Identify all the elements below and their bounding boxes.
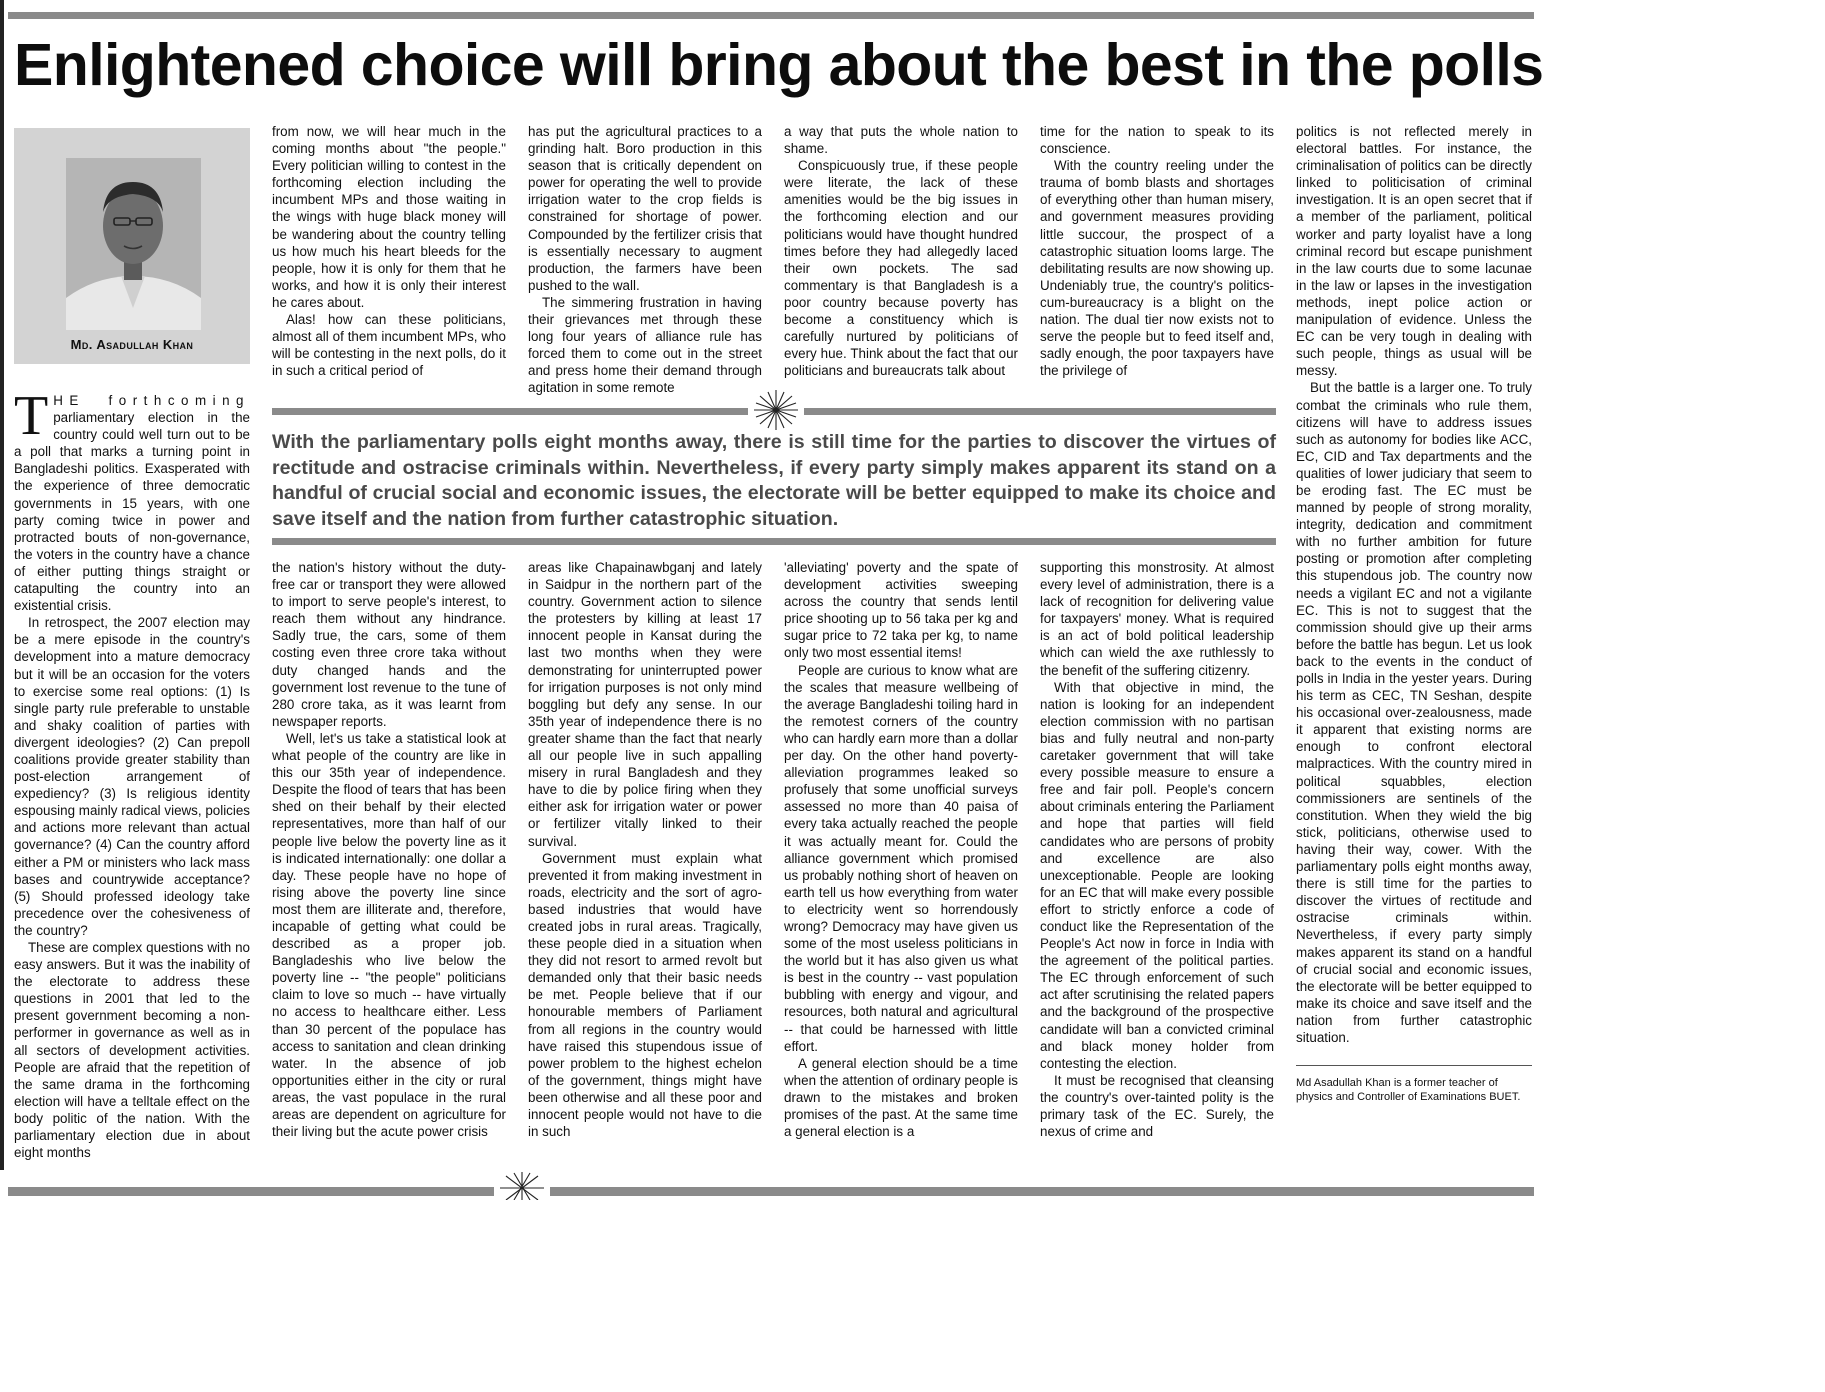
column-5-top-paragraph-1: time for the nation to speak to its conscience. — [1040, 124, 1274, 157]
column-1-paragraph-1 — [14, 392, 250, 614]
column-5-bottom-paragraph-1: supporting this monstrosity. At almost every level of administration, there is a lack of recognition for delivering value for taxpayers' money. What is required is an act of bold political leadership which can wield the axe ruthlessly to the benefit of the suffering citizenry. — [1040, 560, 1274, 678]
bottom-starburst-icon — [494, 1172, 550, 1200]
column-1-lead-text: parliamentary election in the country could well turn out to be a poll that marks a turning point in Bangladeshi politics. Exasperated with the experience of three democratic governments in 15 years, with one party coming twice in power and protracted bouts of non-governance, the voters in the country have a chance of either putting things straight or catapulting the country into an existential crisis. — [14, 410, 250, 614]
drop-cap: T — [14, 392, 49, 447]
column-5-bottom — [1040, 559, 1274, 1172]
column-5-bottom-paragraph-3: It must be recognised that cleansing the country's over-tainted polity is the primary task of the EC. Surely, the nexus of crime and — [1040, 1072, 1274, 1140]
left-margin-bar — [0, 0, 4, 1170]
column-3-top-paragraph-2: The simmering frustration in having their grievances met through these long four years of alliance rule has forced them to come out in the street and press home their demand through agitation in some remote — [528, 294, 762, 396]
column-3-bottom-paragraph-2: Government must explain what prevented it from making investment in roads, electricity and the sort of agro-based industries that would have created jobs in rural areas. Tragically, these people died in a situation when they did not resort to armed revolt but demanded only that their basic needs be met. People believe that if our honourable members of Parliament from all regions in the country would have raised this stupendous issue of power problem to the highest echelon of the government, things might have been otherwise and all these poor and innocent people would not have to die in such — [528, 850, 762, 1140]
bottom-rule — [8, 1187, 1534, 1196]
author-photo — [66, 158, 201, 330]
column-5-top-paragraph-2: With the country reeling under the trauma of bomb blasts and shortages of everything other than human misery, and government measures providing little succour, the prospect of a catastrophic situation looms large. The debilitating results are now showing up. Undeniably true, the country's politics-cum-bureaucracy is a blight on the nation. The dual tier now exists not to serve the people but to feed itself and, sadly enough, the poor taxpayers have the privilege of — [1040, 158, 1274, 379]
pull-quote: With the parliamentary polls eight months away, there is still time for the parties to discover the virtues of rectitude and ostracise criminals within. Nevertheless, if every party simply makes apparent its stand on a handful of crucial social and economic issues, the electorate will be better equipped to make its choice and save itself and the nation from further catastrophic situation. — [272, 431, 1276, 530]
column-2-bottom-paragraph-2: Well, let's us take a statistical look at what people of the country are like in this our 35th year of independence. Despite the flood of tears that has been shed on their behalf by their elected representatives, more than half of our people live below the poverty line as it is indicated internationally: one dollar a day. These people have no hope of rising above the poverty line since most them are illiterate and, therefore, incapable of getting what could be described as a proper job. Bangladeshis who live below the poverty line -- "the people" politicians claim to love so much -- have virtually no access to healthcare either. Less than 30 percent of the populace has access to sanitation and clean drinking water. In the absence of job opportunities either in the city or rural areas, the vast populace in the rural areas are dependent on agriculture for their living but the acute power crisis — [272, 730, 506, 1140]
column-1-paragraph-2: In retrospect, the 2007 election may be a mere episode in the country's development into a mature democracy but it will be an occasion for the voters to exercise some real options: (1) Is single party rule preferable to unstable and shaky coalition of parties with divergent ideologies? (2) Can prepoll coalitions provide greater stability than post-election arrangement of expediency? (3) Is religious identity espousing mainly radical views, policies and actions more relevant than actual governance? (4) Can the country afford either a PM or ministers who lack mass bases and countrywide acceptance? (5) Should professed ideology take precedence over the cohesiveness of the country? — [14, 615, 250, 938]
column-6 — [1296, 123, 1532, 1061]
column-2-top-paragraph-1: from now, we will hear much in the coming months about "the people." Every politician willing to contest in the forthcoming election including the incumbent MPs and those waiting in the wings with huge black money will be wandering about the country telling us how much his heart bleeds for the people, how it is only for them that he works, and how it is only their interest he cares about. — [272, 124, 506, 310]
byline: Md. Asadullah Khan — [70, 337, 194, 352]
column-6-paragraph-1: politics is not reflected merely in electoral battles. For instance, the criminalisation of politics can be directly linked to politicisation of criminal investigation. It is an open secret that if a member of the parliament, political worker and party loyalist have a long criminal record but escape punishment in the law courts due to some lacunae in the law or lapses in the investigation methods, inept police action or manipulation of evidence. Unless the EC can be very tough in dealing with such people, things as usual will be messy. — [1296, 124, 1532, 379]
column-3-top — [528, 123, 762, 396]
column-4-top-paragraph-2: Conspicuously true, if these people were literate, the lack of these amenities would be the big issues in the forthcoming election and our politicians would have thought hundred times before they had allegedly laced their own pockets. The sad commentary is that Bangladesh is a poor country because poverty has become a constituency which is carefully nurtured by politicians of every hue. Think about the fact that our politicians and bureaucrats talk about — [784, 158, 1018, 379]
column-4-bottom-paragraph-1: 'alleviating' poverty and the spate of development activities sweeping across the country that sends lentil price shooting up to 56 taka per kg and sugar price to 72 taka per kg, to name only two most essential items! — [784, 560, 1018, 661]
starburst-icon — [748, 390, 804, 430]
column-4-top — [784, 123, 1018, 396]
pull-quote-bottom-rule — [272, 538, 1276, 545]
portrait-image — [66, 158, 201, 330]
bio-divider — [1296, 1065, 1532, 1066]
column-2-bottom-paragraph-1: the nation's history without the duty-free car or transport they were allowed to import to serve people's interest, to reach them without any hindrance. Sadly true, the cars, some of them costing even three crore taka without duty changed hands and the government lost revenue to the tune of 280 crore taka, as it was learnt from newspaper reports. — [272, 560, 506, 729]
column-6-paragraph-2: But the battle is a larger one. To truly combat the criminals who rule them, citizens will have to address issues such as autonomy for bodies like ACC, EC, CID and Tax departments and the qualities of lower judiciary that seem to be eroding fast. The EC must be manned by people of strong morality, integrity, dedication and commitment with no further ambition for future posting or promotion after completing this stupendous job. The country now needs a vigilant EC and not a vigilante EC. This is not to suggest that the commission should give up their arms before the battle has begun. Let us look back to the events in the conduct of polls in India in the yester years. During his term as CEC, TN Seshan, despite his occasional over-zealousness, made it apparent that existing norms are enough to confront electoral malpractices. With the country mired in political squabbles, election commissioners are sentinels of the constitution. When they wield the big stick, politicians, otherwise used to having their way, cower. With the parliamentary polls eight months away, there is still time for the parties to discover the virtues of rectitude and ostracise criminals within. Nevertheless, if every party simply makes apparent its stand on a handful of crucial social and economic issues, the electorate will be better equipped to make its choice and save itself and the nation from further catastrophic situation. — [1296, 380, 1532, 1045]
column-2-top — [272, 123, 506, 396]
column-3-bottom — [528, 559, 762, 1172]
column-1-paragraph-3: These are complex questions with no easy answers. But it was the inability of the electorate to address these questions in 2001 that led to the present government becoming a non-performer in governance as well as in all sectors of development activities. People are afraid that the repetition of the same drama in the forthcoming election will have a telltale effect on the body politic of the nation. With the parliamentary election due in about eight months — [14, 940, 250, 1161]
column-1 — [14, 392, 250, 1162]
headline: Enlightened choice will bring about the best in the polls — [14, 32, 1544, 98]
column-4-bottom-paragraph-3: A general election should be a time when the attention of ordinary people is drawn to the mistakes and broken promises of the past. At the same time a general election is a — [784, 1055, 1018, 1140]
column-4-bottom — [784, 559, 1018, 1172]
column-2-top-paragraph-2: Alas! how can these politicians, almost all of them incumbent MPs, who will be contesting in the next polls, do it in such a critical period of — [272, 312, 506, 379]
column-3-bottom-paragraph-1: areas like Chapainawbganj and lately in Saidpur in the northern part of the country. Government action to silence the protesters by killing at least 17 innocent people in Kansat during the last two months when they were demonstrating for uninterrupted power for irrigation purposes is not only mind boggling but defy any sense. In our 35th year of independence there is no greater shame than the fact that nearly all our people live in such appalling misery in rural Bangladesh and they have to die by police firing when they either ask for irrigation water or power or fertilizer vitally linked to their survival. — [528, 560, 762, 849]
column-2-bottom — [272, 559, 506, 1172]
lead-in-text: HE forthcoming — [53, 393, 250, 408]
column-4-bottom-paragraph-2: People are curious to know what are the scales that measure wellbeing of the average Bangladeshi toiling hard in the remotest corners of the country who can hardly earn more than a dollar per day. On the other hand poverty-alleviation programmes leaked so profusely that some unofficial surveys assessed no more than 40 paisa of every taka actually reached the people it was actually meant for. Could the alliance government which promised us probably nothing short of heaven on earth tell us how everything from water to electricity went so horrendously wrong? Democracy may have given us some of the most useless politicians in the world but it has also given us what is best in the country -- vast population bubbling with energy and vigour, and resources, both natural and agricultural -- that could be harnessed with little effort. — [784, 662, 1018, 1054]
author-bio: Md Asadullah Khan is a former teacher of physics and Controller of Examinations BUET. — [1296, 1077, 1521, 1103]
column-5-top — [1040, 123, 1274, 396]
top-rule — [8, 12, 1534, 19]
column-5-bottom-paragraph-2: With that objective in mind, the nation is looking for an independent election commission with no partisan bias and fully neutral and non-party caretaker government that will take every possible measure to ensure a free and fair poll. People's concern about criminals entering the Parliament and hope that parties will field candidates who are persons of probity and excellence are also unexceptionable. People are looking for an EC that will make every possible effort to strictly enforce a code of conduct like the Representation of the People's Act now in force in India with the agreement of the political parties. The EC through enforcement of such act after scrutinising the related papers and the background of the prospective candidate will ban a convicted criminal and black money holder from contesting the election. — [1040, 679, 1274, 1071]
column-3-top-paragraph-1: has put the agricultural practices to a grinding halt. Boro production in this season that is critically dependent on power for operating the well to provide irrigation water to the crop fields is constrained for shortage of power. Compounded by the fertilizer crisis that is essentially necessary to augment production, the farmers have been pushed to the wall. — [528, 124, 762, 293]
author-photo-box — [14, 128, 250, 364]
column-4-top-paragraph-1: a way that puts the whole nation to shame. — [784, 124, 1018, 157]
